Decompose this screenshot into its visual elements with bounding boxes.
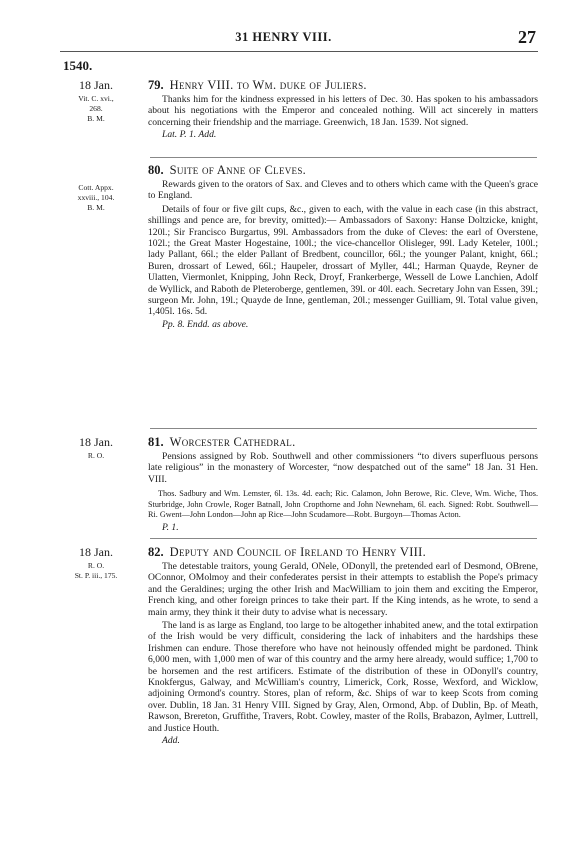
entry-note: P. 1.: [162, 522, 179, 533]
source-ref: B. M.: [87, 114, 105, 123]
entry-title: Deputy and Council of Ireland to Henry VIII.: [169, 545, 427, 559]
entry-divider: [150, 157, 537, 158]
entry-number: 82.: [148, 545, 164, 559]
source-ref: Vit. C. xvi.,: [78, 94, 114, 103]
entry-text: Thanks him for the kindness expressed in his letters of Dec. 30. Has spoken to his ambassadors about his negotiations with the Emperor and concealed nothing. Will act sincerely in matters concerning their friendship and the marriage. Greenwich, 18 Jan. 1539. Not signed.: [148, 94, 538, 128]
entry-text-details: Details of four or five gilt cups, &c., given to each, with the value in each case (in this abstract, shillings and pence are, for brevity, omitted):— Ambassadors of Saxony: Hanse Doltzicke, knight, 120l.; Sir Francisco Burgartus, 99l. Ambassadors from the duke of Cleves: the earl of Overstene, 102l.; the Great Master Hogestaine, 100l.; the vice-chancellor Olisleger, 99l. Lady Keteler, 100l.; lady Pallant, 66l.; the elder Pallant of Bredbent, councillor, 66l.; the younger Palant, knight, 66l.; Buren, drossart of Lewed, 66l.; Haupeler, drossart of Myller, 44l.; Harman Quayde, Reyner de Ulatten, Viermonlet, Knipping, John Reck, Droyf, Frankerberge, Wessell de Lowe Lanchien, Adolf de Wyllick, and Raboth de Pleteroberge, gentlemen, 39l. or 40l. each. Secretary John van Essen, 39l.; surgeon Mr. John, 19l.; Quayde de Inne, gentleman, 20l.; messenger Guilliam, 9l. Total value given, 1,405l. 16s. 5d.: [148, 203, 538, 318]
entry-heading: [148, 163, 538, 177]
entry-title: Henry VIII. to Wm. duke of Juliers.: [169, 78, 367, 92]
entry-divider: [150, 538, 537, 539]
entry-text: Pensions assigned by Rob. Southwell and other commissioners “to divers superfluous persons late religious” in the monastery of Worcester, “now despatched out of the same” 18 Jan. 31 Hen. VIII.: [148, 451, 538, 485]
entry-text: Rewards given to the orators of Sax. and Cleves and to others which came with the Queen's grace to England.: [148, 179, 538, 202]
entry-note: Pp. 8. Endd. as above.: [162, 318, 249, 330]
entry-date: 18 Jan.: [79, 78, 113, 92]
entry-body: [148, 163, 538, 331]
entry-date: 18 Jan.: [79, 435, 113, 449]
source-ref: B. M.: [87, 203, 105, 212]
entry-divider: [150, 428, 537, 429]
source-ref: 268.: [89, 104, 103, 113]
entry-margin: [57, 435, 135, 461]
entry-heading: [148, 78, 538, 92]
entry-text-details: The land is as large as England, too large to be altogether inhabited anew, and the total extirpation of the Irish would be very difficult, considering the lack of inhabiters and the hardships these Irishmen can endure. Those therefore who have not heinously offended might be pardoned. Think 6,000 men, with 1,000 men of war of this country and the army here already, would suffice; 1,700 to be horsemen and the rest artificers. Estimate of the distribution of these in ODonyll's country, Knokfergus, Galway, and McWilliam's country, Limerick, Cork, Rosse, Wexford, and Wicklow, adjoining Ormond's country. Stores, plan of reform, &c. Ships of war to keep Scots from coming over. Dublin, 18 Jan. 31 Henry VIII. Signed by Gray, Alen, Ormond, Abp. of Dublin, Bp. of Meath, Rawson, Brereton, Gruffithe, Travers, Robt. Cowley, master of the Rolls, Brabazon, Aylmer, Luttrell, and Justice Houth.: [148, 620, 538, 734]
entry-heading: [148, 545, 538, 559]
entry-text: The detestable traitors, young Gerald, ONele, ODonyll, the pretended earl of Desmond, OBrene, OConnor, OMolmoy and their confederates persist in their attempts to establish the Pope's primacy and the Geraldines; urging the other Irish and MacWilliam to join them and exciting the Emperor, French king, and other foreign princes to take their part. If the King intends, as he wrote, to send a main army, they think it their duty to advise what is necessary.: [148, 561, 538, 618]
page-number: 27: [518, 27, 536, 47]
entry-heading: [148, 435, 538, 449]
entry-title: Worcester Cathedral.: [169, 435, 296, 449]
header-rule: [60, 51, 538, 52]
source-ref: Cott. Appx.: [78, 183, 114, 192]
entry-number: 81.: [148, 435, 164, 449]
source-ref: R. O.: [87, 561, 105, 570]
source-ref: St. P. iii., 175.: [74, 571, 118, 580]
entry-margin: [57, 78, 135, 124]
entry-number: 80.: [148, 163, 164, 177]
entry-body: [148, 545, 538, 747]
entry-date: 18 Jan.: [79, 545, 113, 559]
source-ref: xxviii., 104.: [77, 193, 115, 202]
entry-margin: [57, 183, 135, 213]
entry-note: Lat. P. 1. Add.: [162, 129, 217, 141]
entry-small-text: Thos. Sadbury and Wm. Lemster, 6l. 13s. 4d. each; Ric. Calamon, John Berowe, Ric. Cleve, Wm. Wiche, Thos. Sturbridge, John Crowle, Roger Batnall, John Cropthorne and John Newneham, 6l. each. Signed: Robt. Southwell—Ri. Gwent—John London—John ap Rice—John Scudamore—Robt. Burgoyn—Thomas Acton.: [148, 489, 538, 520]
year-label: 1540.: [63, 58, 93, 73]
entry-title: Suite of Anne of Cleves.: [169, 163, 307, 177]
entry-margin: [57, 545, 135, 581]
entry-body: [148, 78, 538, 141]
entry-note: Add.: [162, 735, 180, 747]
running-head-title: 31 HENRY VIII.: [235, 30, 332, 44]
entry-number: 79.: [148, 78, 164, 92]
source-ref: R. O.: [87, 451, 105, 460]
entry-body: [148, 435, 538, 534]
